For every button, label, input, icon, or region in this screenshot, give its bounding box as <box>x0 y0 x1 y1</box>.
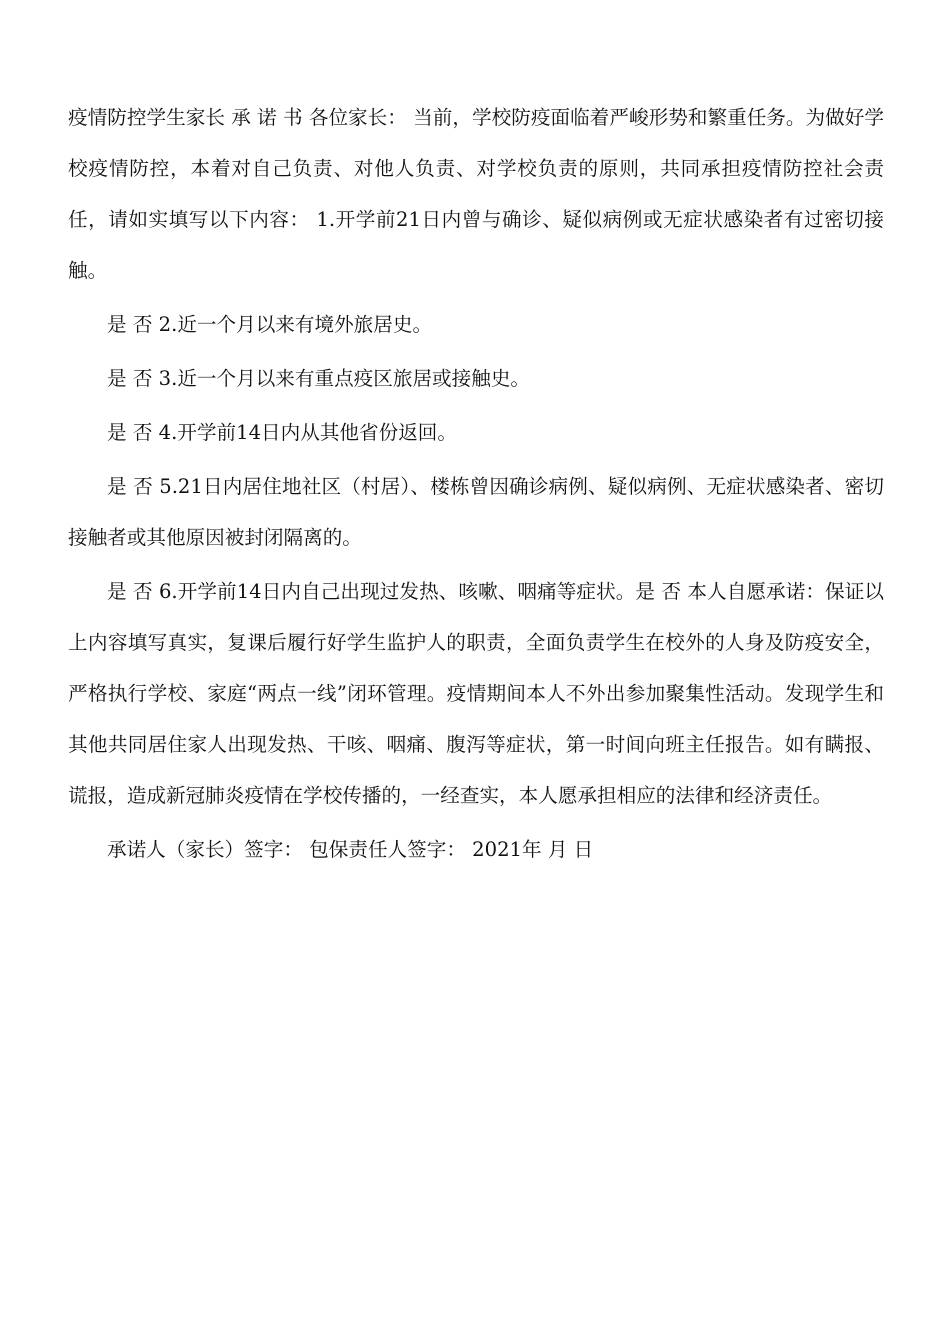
question-3-paragraph: 是 否 3.近一个月以来有重点疫区旅居或接触史。 <box>107 367 531 390</box>
signature-line: 承诺人（家长）签字： 包保责任人签字： 2021年 月 日 <box>107 838 594 861</box>
commitment-paragraph: 是 否 6.开学前14日内自己出现过发热、咳嗽、咽痛等症状。是 否 本人自愿承诺：保证以上内容填写真实，复课后履行好学生监护人的职责，全面负责学生在校外的人身及防疫安全，严格执行学校、家庭“两点一线”闭环管理。疫情期间本人不外出参加聚集性活动。发现学生和其他共同居住家人出现发热、干咳、咽痛、腹泻等症状，第一时间向班主任报告。如有瞒报、谎报，造成新冠肺炎疫情在学校传播的，一经查实，本人愿承担相应的法律和经济责任。 <box>68 580 884 807</box>
document-body <box>68 92 884 875</box>
question-4-paragraph: 是 否 4.开学前14日内从其他省份返回。 <box>107 421 457 444</box>
intro-paragraph: 疫情防控学生家长 承 诺 书 各位家长： 当前，学校防疫面临着严峻形势和繁重任务。为做好学校疫情防控，本着对自己负责、对他人负责、对学校负责的原则，共同承担疫情防控社会责任，请如实填写以下内容： 1.开学前21日内曾与确诊、疑似病例或无症状感染者有过密切接触。 <box>68 106 884 282</box>
question-2-paragraph: 是 否 2.近一个月以来有境外旅居史。 <box>107 313 433 336</box>
question-5-paragraph: 是 否 5.21日内居住地社区（村居）、楼栋曾因确诊病例、疑似病例、无症状感染者、密切接触者或其他原因被封闭隔离的。 <box>68 475 884 549</box>
